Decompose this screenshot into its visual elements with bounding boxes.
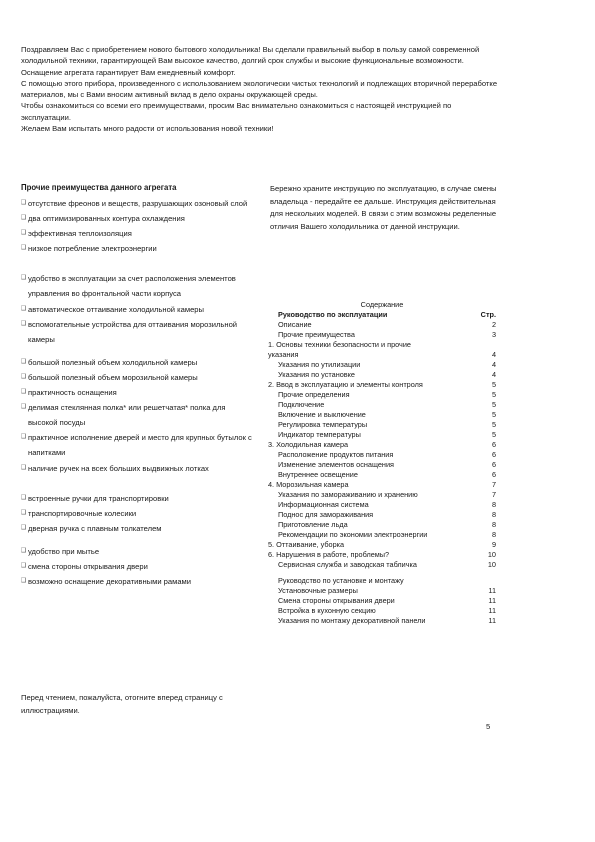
toc-entry-title: Приготовление льда <box>278 520 348 529</box>
toc-entry-title: 1. Основы техники безопасности и прочие <box>268 340 411 349</box>
checkbox-bullet-icon: ❑ <box>21 578 27 585</box>
toc-entry-title: Поднос для замораживания <box>278 510 374 519</box>
toc-entry-title: Рекомендации по экономии электроэнергии <box>278 530 428 539</box>
toc-entry <box>268 370 496 380</box>
intro-paragraph: Поздравляем Вас с приобретением нового бытового холодильника! Вы сделали правильный выбор в пользу самой современной холодильной техники, гарантирующей Вам высокое качество, долгий срок службы и высокие функциональные возможности. <box>21 45 480 66</box>
toc-entry-page <box>474 576 496 586</box>
advantage-text: транспортировочные колесики <box>28 508 137 518</box>
advantage-item <box>21 271 253 301</box>
toc-entry-page: 7 <box>491 480 496 489</box>
toc-entry-page: 8 <box>491 500 496 509</box>
advantage-text: отсутствие фреонов и веществ, разрушающих озоновый слой <box>28 199 248 208</box>
advantage-text: возможно оснащение декоративными рамами <box>28 577 192 587</box>
toc-entry-page: 6 <box>491 460 496 469</box>
toc-entry <box>268 520 496 530</box>
advantage-text: делимая стеклянная полка* или решетчатая* полка для высокой посуды <box>28 403 226 428</box>
advantage-item <box>21 461 253 476</box>
toc-entry-page: 11 <box>488 616 496 625</box>
toc-entry <box>268 480 496 490</box>
toc-entry-page: Стр. <box>480 310 496 319</box>
toc-entry <box>268 530 496 540</box>
advantage-item <box>21 491 253 506</box>
toc-entry-page: 8 <box>491 510 496 519</box>
toc-entry-title: Регулировка температуры <box>278 420 368 429</box>
advantage-text: низкое потребление электроэнергии <box>28 244 157 254</box>
toc-entry-page: 11 <box>488 596 496 605</box>
intro-paragraph: Желаем Вам испытать много радости от использования новой техники! <box>21 124 274 134</box>
toc-entry-title: Описание <box>278 320 312 329</box>
advantage-item <box>21 302 253 317</box>
checkbox-bullet-icon: ❑ <box>21 215 27 222</box>
toc-entry <box>268 490 496 500</box>
instruction-notice: Бережно храните инструкцию по эксплуатацию, в случае смены владельца - передайте ее дальше. Инструкция действительная для нескольких моделей. В связи с этим возможны ределенные отличия Вашего холодильника от данной инструкции. <box>270 184 497 231</box>
toc-entry-title: Индикатор температуры <box>278 430 361 439</box>
advantage-text: встроенные ручки для транспортировки <box>28 493 169 503</box>
footer-note: Перед чтением, пожалуйста, отогните вперед страницу с иллюстрациями. <box>21 693 223 715</box>
table-of-contents <box>268 300 496 626</box>
advantages-group <box>21 196 253 256</box>
checkbox-bullet-icon: ❑ <box>21 305 27 312</box>
advantage-item <box>21 385 253 400</box>
advantage-item <box>21 196 253 211</box>
page-number: 5 <box>486 722 491 731</box>
toc-entry-title: Информационная система <box>278 500 369 509</box>
toc-entry-title: Прочие определения <box>278 390 350 399</box>
advantage-text: вспомогательные устройства для оттаивания морозильной камеры <box>28 319 238 344</box>
toc-entry <box>268 616 496 626</box>
toc-entry-title: Сервисная служба и заводская табличка <box>278 560 417 569</box>
toc-entry <box>268 410 496 420</box>
advantages-group <box>21 355 253 476</box>
toc-entry-page: 7 <box>491 490 496 499</box>
toc-entry <box>268 460 496 470</box>
toc-entry <box>268 430 496 440</box>
toc-entry-page: 5 <box>491 390 496 399</box>
toc-entry-title: Внутреннее освещение <box>278 470 358 479</box>
toc-entry-page: 4 <box>491 350 496 359</box>
intro-paragraph: С помощью этого прибора, произведенного с использованием экологически чистых технологий и подлежащих вторичной переработке материалов, мы с Вами вносим активный вклад в дело охраны окружающей среды. <box>21 78 498 100</box>
toc-entry <box>268 500 496 510</box>
toc-entry <box>268 390 496 400</box>
toc-entry <box>268 450 496 460</box>
toc-entry-title: Подключение <box>278 400 325 409</box>
advantage-item <box>21 317 253 347</box>
advantage-item <box>21 211 253 226</box>
toc-entry-page: 6 <box>491 470 496 479</box>
advantage-item <box>21 521 253 536</box>
checkbox-bullet-icon: ❑ <box>21 358 27 365</box>
toc-entry-page: 5 <box>491 430 496 439</box>
advantage-item <box>21 241 253 256</box>
toc-entry-title: Руководство по эксплуатации <box>278 310 388 319</box>
toc-entry <box>268 440 496 450</box>
toc-entry-page: 10 <box>487 560 496 569</box>
advantage-item <box>21 370 253 385</box>
advantage-text: практичность оснащения <box>28 388 117 398</box>
checkbox-bullet-icon: ❑ <box>21 245 27 252</box>
checkbox-bullet-icon: ❑ <box>21 404 27 411</box>
toc-entry <box>268 420 496 430</box>
advantage-item <box>21 574 253 589</box>
toc-entry-title: 6. Нарушения в работе, проблемы? <box>268 550 390 559</box>
toc-entry <box>268 320 496 330</box>
advantage-text: дверная ручка с плавным толкателем <box>28 523 162 533</box>
toc-entry-title: Указания по утилизации <box>278 360 361 369</box>
checkbox-bullet-icon: ❑ <box>21 434 27 441</box>
toc-entry-title: Руководство по установке и монтажу <box>278 576 404 585</box>
toc-entry <box>268 576 496 586</box>
toc-entry-page: 11 <box>488 586 496 595</box>
advantage-text: эффективная теплоизоляция <box>28 229 132 239</box>
toc-entry <box>268 586 496 596</box>
intro-paragraph: Оснащение агрегата гарантирует Вам ежедневный комфорт. <box>21 67 236 77</box>
intro-paragraph: Чтобы ознакомиться со всеми его преимуществами, просим Вас внимательно ознакомиться с настоящей инструкцией по эксплуатации. <box>21 101 452 122</box>
toc-entry-page: 4 <box>491 360 496 369</box>
checkbox-bullet-icon: ❑ <box>21 464 27 471</box>
toc-entry-title: Указания по монтажу декоративной панели <box>278 616 426 625</box>
toc-entry <box>268 360 496 370</box>
toc-list <box>268 310 496 626</box>
advantage-text: удобство в эксплуатации за счет расположения элементов управления во фронтальной части корпуса <box>28 274 236 299</box>
toc-entry <box>268 470 496 480</box>
checkbox-bullet-icon: ❑ <box>21 200 27 206</box>
toc-entry-title: 5. Оттаивание, уборка <box>268 540 345 549</box>
toc-entry <box>268 350 496 360</box>
toc-entry-title: Смена стороны открывания двери <box>278 596 395 605</box>
toc-entry-page: 6 <box>491 440 496 449</box>
toc-entry <box>268 340 496 350</box>
advantage-item <box>21 544 253 559</box>
toc-entry-page: 5 <box>491 410 496 419</box>
toc-entry-title: 2. Ввод в эксплуатацию и элементы контроля <box>268 380 423 389</box>
advantage-text: большой полезный объем холодильной камеры <box>28 357 198 367</box>
checkbox-bullet-icon: ❑ <box>21 275 27 282</box>
advantages-group <box>21 271 253 346</box>
advantage-item <box>21 430 253 460</box>
advantages-group <box>21 544 253 589</box>
advantages-list <box>21 196 253 589</box>
toc-entry-page: 8 <box>491 520 496 529</box>
advantage-text: автоматическое оттаивание холодильной камеры <box>28 304 204 314</box>
toc-entry-title: Указания по замораживанию и хранению <box>278 490 418 499</box>
toc-entry-page: 10 <box>487 550 496 559</box>
advantage-item <box>21 400 253 430</box>
toc-entry <box>268 400 496 410</box>
toc-entry-title: Включение и выключение <box>278 410 366 419</box>
toc-entry <box>268 560 496 570</box>
toc-entry-title: Изменение элементов оснащения <box>278 460 394 469</box>
advantages-heading: Прочие преимущества данного агрегата <box>21 183 177 192</box>
advantages-section <box>21 183 253 589</box>
advantage-item <box>21 226 253 241</box>
advantage-text: смена стороны открывания двери <box>28 561 148 571</box>
toc-entry-page: 5 <box>491 380 496 389</box>
advantage-text: два оптимизированных контура охлаждения <box>28 214 185 224</box>
advantage-text: наличие ручек на всех больших выдвижных лотках <box>28 463 209 473</box>
advantage-item <box>21 559 253 574</box>
toc-entry-page: 2 <box>491 320 496 329</box>
toc-entry-title: указания <box>268 350 299 359</box>
checkbox-bullet-icon: ❑ <box>21 320 27 327</box>
toc-entry <box>268 380 496 390</box>
toc-entry-page: 5 <box>491 420 496 429</box>
toc-title: Содержание <box>360 300 404 309</box>
advantage-text: большой полезный объем морозильной камеры <box>28 372 198 382</box>
toc-entry-page: 9 <box>491 540 496 549</box>
toc-entry-title: Указания по установке <box>278 370 355 379</box>
advantage-item <box>21 355 253 370</box>
toc-entry <box>268 606 496 616</box>
toc-entry-title: Установочные размеры <box>278 586 358 595</box>
toc-entry-page: 4 <box>491 370 496 379</box>
toc-entry <box>268 540 496 550</box>
toc-entry-title: Прочие преимущества <box>278 330 355 339</box>
toc-entry-page: 5 <box>491 400 496 409</box>
toc-entry-page: 8 <box>491 530 496 539</box>
toc-entry <box>268 596 496 606</box>
toc-entry-page: 6 <box>491 450 496 459</box>
checkbox-bullet-icon: ❑ <box>21 562 27 569</box>
toc-entry-title: Встройка в кухонную секцию <box>278 606 376 615</box>
toc-entry-title: 3. Холодильная камера <box>268 440 349 449</box>
checkbox-bullet-icon: ❑ <box>21 547 27 554</box>
advantage-text: удобство при мытье <box>28 546 100 556</box>
toc-entry <box>268 330 496 340</box>
toc-entry-title: Расположение продуктов питания <box>278 450 394 459</box>
checkbox-bullet-icon: ❑ <box>21 373 27 380</box>
checkbox-bullet-icon: ❑ <box>21 230 27 237</box>
checkbox-bullet-icon: ❑ <box>21 524 27 531</box>
checkbox-bullet-icon: ❑ <box>21 494 27 501</box>
toc-header-row <box>268 310 496 320</box>
toc-entry-title: 4. Морозильная камера <box>268 480 349 489</box>
toc-entry <box>268 550 496 560</box>
toc-entry <box>268 510 496 520</box>
advantage-text: практичное исполнение дверей и место для крупных бутылок с напитками <box>28 433 252 458</box>
toc-entry-page: 11 <box>488 606 496 615</box>
advantages-group <box>21 491 253 536</box>
intro-text <box>21 44 501 134</box>
checkbox-bullet-icon: ❑ <box>21 389 27 396</box>
toc-entry-page: 3 <box>491 330 496 339</box>
toc-entry-page <box>474 340 496 350</box>
checkbox-bullet-icon: ❑ <box>21 509 27 516</box>
advantage-item <box>21 506 253 521</box>
